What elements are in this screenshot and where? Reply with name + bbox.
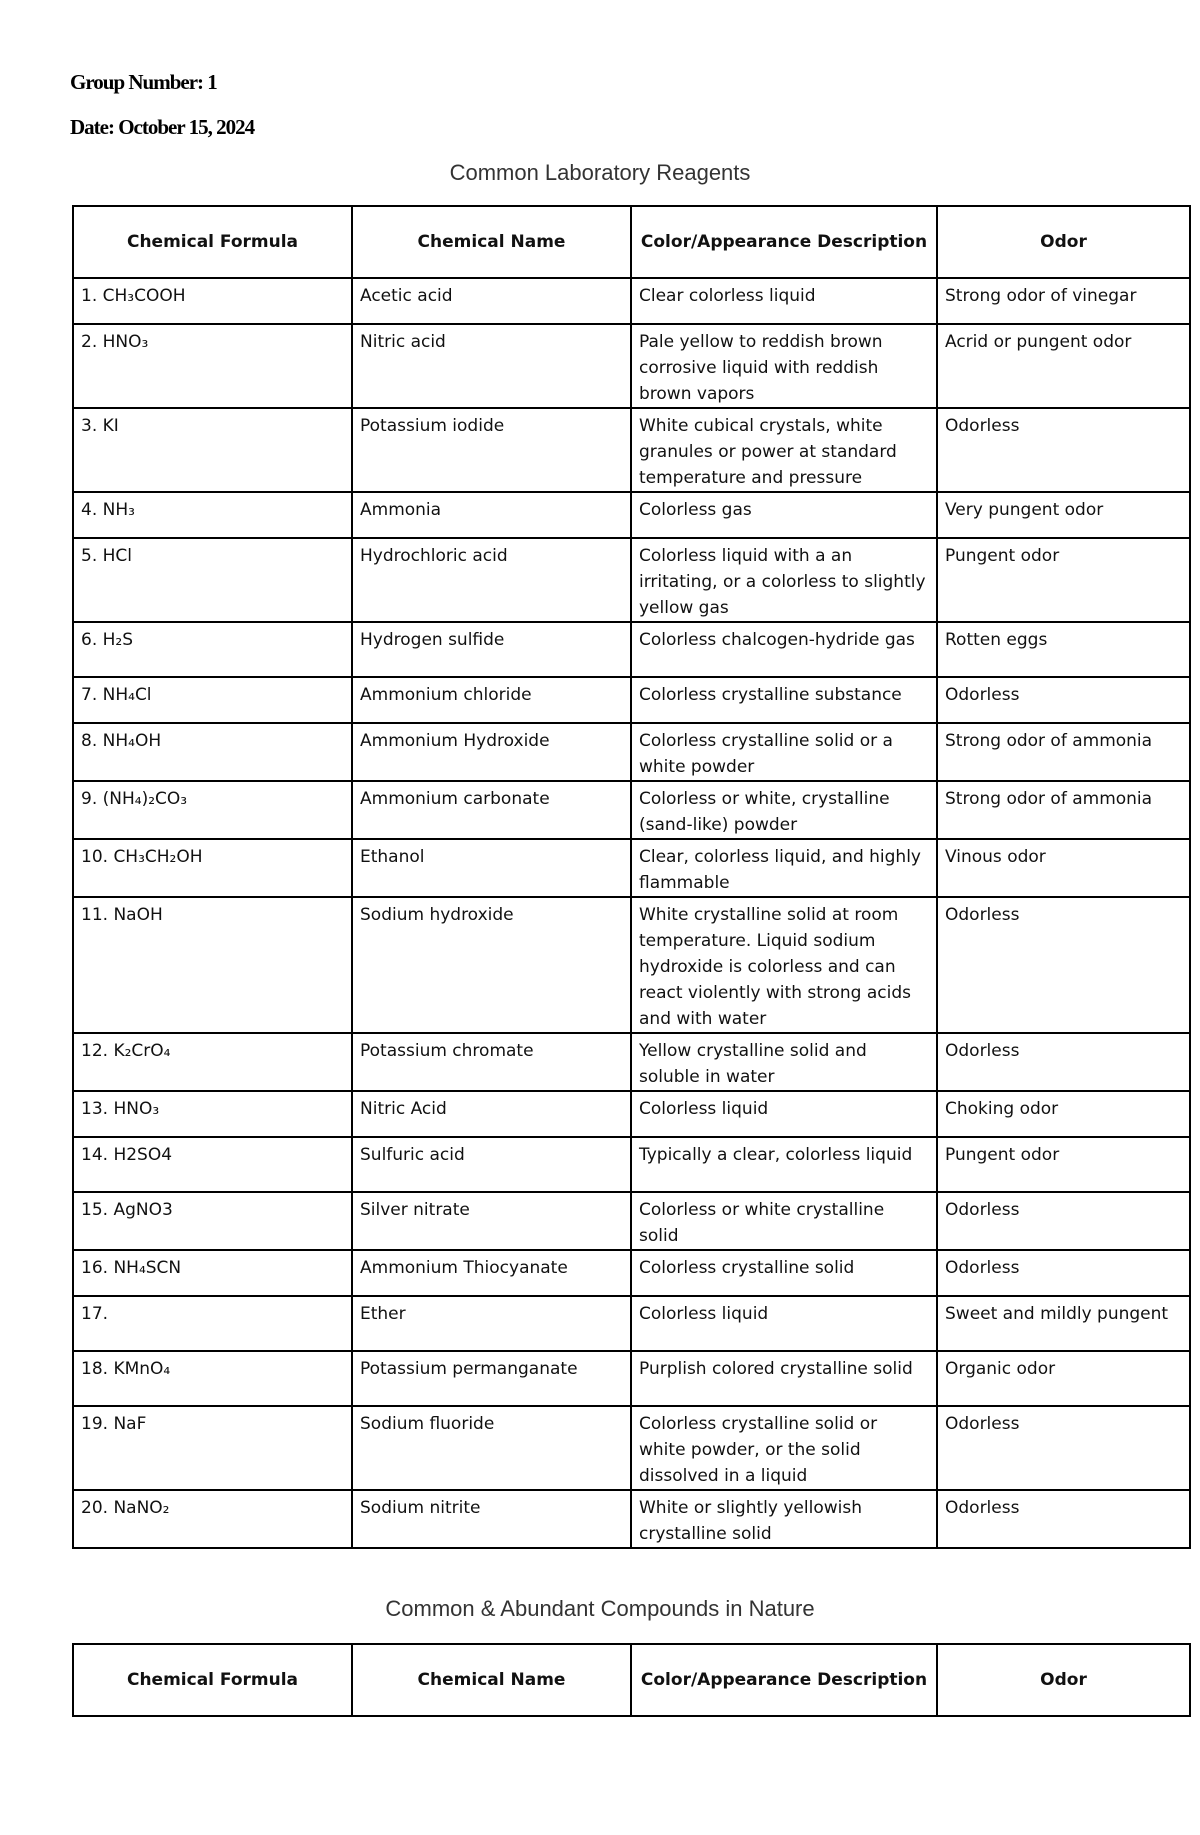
odor-cell: Strong odor of ammonia bbox=[937, 723, 1190, 781]
table-row bbox=[73, 538, 1190, 622]
table-row bbox=[73, 408, 1190, 492]
description-cell: Clear, colorless liquid, and highly flammable bbox=[631, 839, 937, 897]
table-row bbox=[73, 839, 1190, 897]
table-row bbox=[73, 1250, 1190, 1296]
table-row bbox=[73, 1091, 1190, 1137]
reagents-title: Common Laboratory Reagents bbox=[449, 160, 751, 185]
formula-cell: 9. (NH₄)₂CO₃ bbox=[73, 781, 352, 839]
formula-cell: 1. CH₃COOH bbox=[73, 278, 352, 324]
description-cell: Colorless crystalline solid or a white powder bbox=[631, 723, 937, 781]
name-cell: Silver nitrate bbox=[352, 1192, 631, 1250]
formula-cell: 15. AgNO3 bbox=[73, 1192, 352, 1250]
name-cell: Potassium permanganate bbox=[352, 1351, 631, 1406]
name-cell: Sodium fluoride bbox=[352, 1406, 631, 1490]
formula-cell: 8. NH₄OH bbox=[73, 723, 352, 781]
table-row bbox=[73, 622, 1190, 677]
table-row bbox=[73, 278, 1190, 324]
compounds-table bbox=[72, 1643, 1191, 1717]
name-cell: Ammonium carbonate bbox=[352, 781, 631, 839]
formula-cell: 10. CH₃CH₂OH bbox=[73, 839, 352, 897]
description-cell: Colorless liquid with a an irritating, or a colorless to slightly yellow gas bbox=[631, 538, 937, 622]
reagents-header-row bbox=[73, 206, 1190, 278]
col-name-header: Chemical Name bbox=[352, 206, 631, 278]
table-row bbox=[73, 723, 1190, 781]
name-cell: Potassium chromate bbox=[352, 1033, 631, 1091]
odor-cell: Vinous odor bbox=[937, 839, 1190, 897]
name-cell: Acetic acid bbox=[352, 278, 631, 324]
col-odor-header: Odor bbox=[937, 206, 1190, 278]
odor-cell: Odorless bbox=[937, 408, 1190, 492]
odor-cell: Pungent odor bbox=[937, 1137, 1190, 1192]
description-cell: Colorless liquid bbox=[631, 1091, 937, 1137]
name-cell: Nitric acid bbox=[352, 324, 631, 408]
formula-cell: 16. NH₄SCN bbox=[73, 1250, 352, 1296]
table-row bbox=[73, 1192, 1190, 1250]
description-cell: Colorless chalcogen-hydride gas bbox=[631, 622, 937, 677]
formula-cell: 17. bbox=[73, 1296, 352, 1351]
description-cell: Colorless or white crystalline solid bbox=[631, 1192, 937, 1250]
col-formula-header: Chemical Formula bbox=[73, 206, 352, 278]
description-cell: White crystalline solid at room temperature. Liquid sodium hydroxide is colorless and can react violently with strong acids and with water bbox=[631, 897, 937, 1033]
odor-cell: Acrid or pungent odor bbox=[937, 324, 1190, 408]
odor-cell: Odorless bbox=[937, 677, 1190, 723]
description-cell: Colorless gas bbox=[631, 492, 937, 538]
name-cell: Hydrochloric acid bbox=[352, 538, 631, 622]
name-cell: Ammonium chloride bbox=[352, 677, 631, 723]
table-row bbox=[73, 324, 1190, 408]
description-cell: White cubical crystals, white granules or power at standard temperature and pressure bbox=[631, 408, 937, 492]
description-cell: Colorless liquid bbox=[631, 1296, 937, 1351]
formula-cell: 6. H₂S bbox=[73, 622, 352, 677]
name-cell: Sodium hydroxide bbox=[352, 897, 631, 1033]
table-row bbox=[73, 781, 1190, 839]
odor-cell: Odorless bbox=[937, 1192, 1190, 1250]
col-odor-header: Odor bbox=[937, 1644, 1190, 1716]
description-cell: Yellow crystalline solid and soluble in water bbox=[631, 1033, 937, 1091]
name-cell: Nitric Acid bbox=[352, 1091, 631, 1137]
formula-cell: 18. KMnO₄ bbox=[73, 1351, 352, 1406]
table-row bbox=[73, 1351, 1190, 1406]
description-cell: White or slightly yellowish crystalline solid bbox=[631, 1490, 937, 1548]
formula-cell: 11. NaOH bbox=[73, 897, 352, 1033]
table-row bbox=[73, 897, 1190, 1033]
name-cell: Ethanol bbox=[352, 839, 631, 897]
col-name-header: Chemical Name bbox=[352, 1644, 631, 1716]
description-cell: Pale yellow to reddish brown corrosive liquid with reddish brown vapors bbox=[631, 324, 937, 408]
name-cell: Sodium nitrite bbox=[352, 1490, 631, 1548]
reagents-table bbox=[72, 205, 1191, 1549]
name-cell: Ether bbox=[352, 1296, 631, 1351]
description-cell: Purplish colored crystalline solid bbox=[631, 1351, 937, 1406]
formula-cell: 19. NaF bbox=[73, 1406, 352, 1490]
odor-cell: Odorless bbox=[937, 1406, 1190, 1490]
formula-cell: 7. NH₄Cl bbox=[73, 677, 352, 723]
odor-cell: Strong odor of ammonia bbox=[937, 781, 1190, 839]
odor-cell: Very pungent odor bbox=[937, 492, 1190, 538]
formula-cell: 14. H2SO4 bbox=[73, 1137, 352, 1192]
odor-cell: Choking odor bbox=[937, 1091, 1190, 1137]
formula-cell: 13. HNO₃ bbox=[73, 1091, 352, 1137]
table-row bbox=[73, 677, 1190, 723]
table-row bbox=[73, 1296, 1190, 1351]
table-row bbox=[73, 1137, 1190, 1192]
formula-cell: 3. KI bbox=[73, 408, 352, 492]
reagents-body bbox=[73, 278, 1190, 1548]
col-formula-header: Chemical Formula bbox=[73, 1644, 352, 1716]
odor-cell: Odorless bbox=[937, 1490, 1190, 1548]
name-cell: Sulfuric acid bbox=[352, 1137, 631, 1192]
table-row bbox=[73, 492, 1190, 538]
name-cell: Ammonium Hydroxide bbox=[352, 723, 631, 781]
odor-cell: Organic odor bbox=[937, 1351, 1190, 1406]
odor-cell: Odorless bbox=[937, 1250, 1190, 1296]
formula-cell: 4. NH₃ bbox=[73, 492, 352, 538]
description-cell: Colorless crystalline solid bbox=[631, 1250, 937, 1296]
table-row bbox=[73, 1406, 1190, 1490]
odor-cell: Sweet and mildly pungent bbox=[937, 1296, 1190, 1351]
compounds-title: Common & Abundant Compounds in Nature bbox=[385, 1596, 815, 1621]
description-cell: Colorless or white, crystalline (sand-like) powder bbox=[631, 781, 937, 839]
odor-cell: Odorless bbox=[937, 1033, 1190, 1091]
odor-cell: Odorless bbox=[937, 897, 1190, 1033]
table-row bbox=[73, 1490, 1190, 1548]
col-description-header: Color/Appearance Description bbox=[631, 206, 937, 278]
table-row bbox=[73, 1033, 1190, 1091]
odor-cell: Strong odor of vinegar bbox=[937, 278, 1190, 324]
description-cell: Clear colorless liquid bbox=[631, 278, 937, 324]
formula-cell: 5. HCl bbox=[73, 538, 352, 622]
name-cell: Ammonia bbox=[352, 492, 631, 538]
description-cell: Colorless crystalline solid or white powder, or the solid dissolved in a liquid bbox=[631, 1406, 937, 1490]
odor-cell: Rotten eggs bbox=[937, 622, 1190, 677]
description-cell: Colorless crystalline substance bbox=[631, 677, 937, 723]
name-cell: Potassium iodide bbox=[352, 408, 631, 492]
col-description-header: Color/Appearance Description bbox=[631, 1644, 937, 1716]
description-cell: Typically a clear, colorless liquid bbox=[631, 1137, 937, 1192]
formula-cell: 2. HNO₃ bbox=[73, 324, 352, 408]
name-cell: Ammonium Thiocyanate bbox=[352, 1250, 631, 1296]
date-line: Date: October 15, 2024 bbox=[70, 115, 255, 139]
odor-cell: Pungent odor bbox=[937, 538, 1190, 622]
compounds-header-row bbox=[73, 1644, 1190, 1716]
formula-cell: 20. NaNO₂ bbox=[73, 1490, 352, 1548]
name-cell: Hydrogen sulfide bbox=[352, 622, 631, 677]
formula-cell: 12. K₂CrO₄ bbox=[73, 1033, 352, 1091]
group-number: Group Number: 1 bbox=[70, 70, 217, 94]
